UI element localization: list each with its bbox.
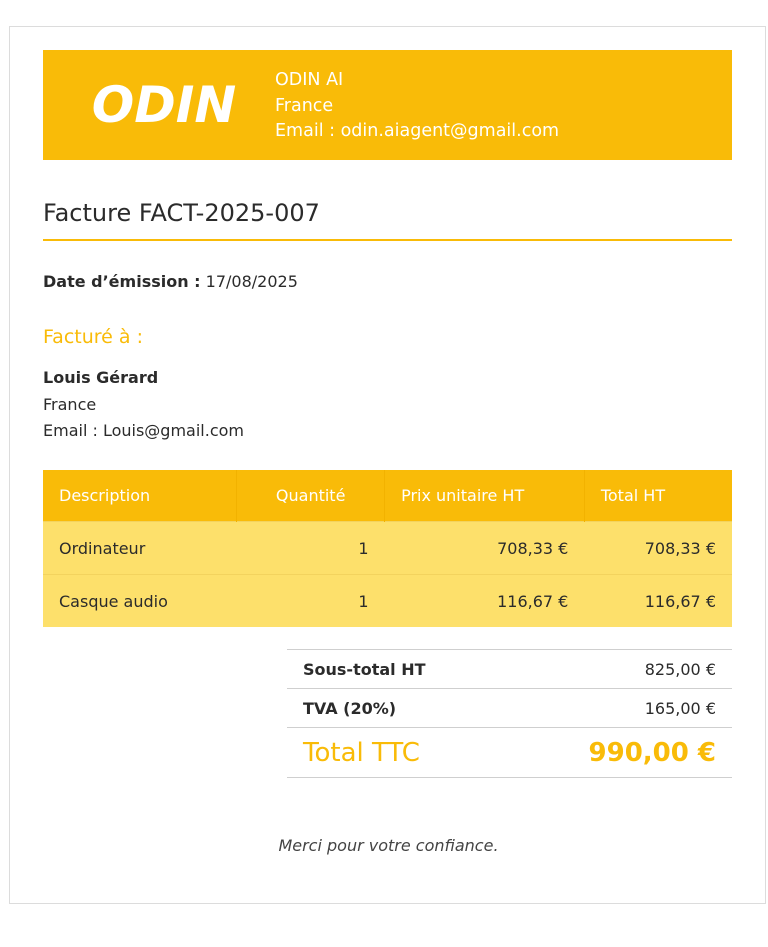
table-row xyxy=(43,522,732,575)
vat-label: TVA (20%) xyxy=(287,689,506,728)
item-description: Casque audio xyxy=(43,575,237,628)
header-total: Total HT xyxy=(584,470,732,522)
table-row xyxy=(43,575,732,628)
subtotal-label: Sous-total HT xyxy=(287,650,506,689)
items-table xyxy=(43,470,732,627)
svg-text:ODIN: ODIN xyxy=(91,76,237,133)
grand-total-label: Total TTC xyxy=(287,728,506,778)
issue-date-value: 17/08/2025 xyxy=(205,272,298,291)
invoice-title: Facture FACT-2025-007 xyxy=(43,199,320,227)
client-info xyxy=(43,365,244,445)
header-description: Description xyxy=(43,470,237,522)
thank-you-note: Merci pour votre confiance. xyxy=(278,836,499,855)
client-country: France xyxy=(43,394,97,414)
client-email: Email : Louis@gmail.com xyxy=(43,421,244,440)
item-unit-price: 708,33 € xyxy=(385,522,585,575)
item-quantity: 1 xyxy=(237,522,385,575)
totals-table xyxy=(287,649,732,778)
items-header-row xyxy=(43,470,732,522)
header-unit-price: Prix unitaire HT xyxy=(385,470,585,522)
invoice-header xyxy=(43,50,732,160)
title-divider xyxy=(43,239,732,241)
invoice-page xyxy=(9,26,766,904)
billed-to-heading: Facturé à : xyxy=(43,326,143,348)
subtotal-row xyxy=(287,650,732,689)
grand-total-value: 990,00 € xyxy=(506,728,732,778)
subtotal-value: 825,00 € xyxy=(506,650,732,689)
item-description: Ordinateur xyxy=(43,522,237,575)
issue-date xyxy=(43,272,298,291)
company-email: Email : odin.aiagent@gmail.com xyxy=(275,121,560,141)
item-total: 708,33 € xyxy=(584,522,732,575)
grand-total-row xyxy=(287,728,732,778)
item-unit-price: 116,67 € xyxy=(385,575,585,628)
odin-logo xyxy=(81,75,247,133)
vat-value: 165,00 € xyxy=(506,689,732,728)
client-name: Louis Gérard xyxy=(43,368,159,387)
company-name: ODIN AI xyxy=(275,70,344,90)
issue-date-label: Date d’émission : xyxy=(43,272,201,291)
item-quantity: 1 xyxy=(237,575,385,628)
company-country: France xyxy=(275,95,334,116)
company-info xyxy=(275,68,559,145)
header-quantity: Quantité xyxy=(237,470,385,522)
item-total: 116,67 € xyxy=(584,575,732,628)
vat-row xyxy=(287,689,732,728)
